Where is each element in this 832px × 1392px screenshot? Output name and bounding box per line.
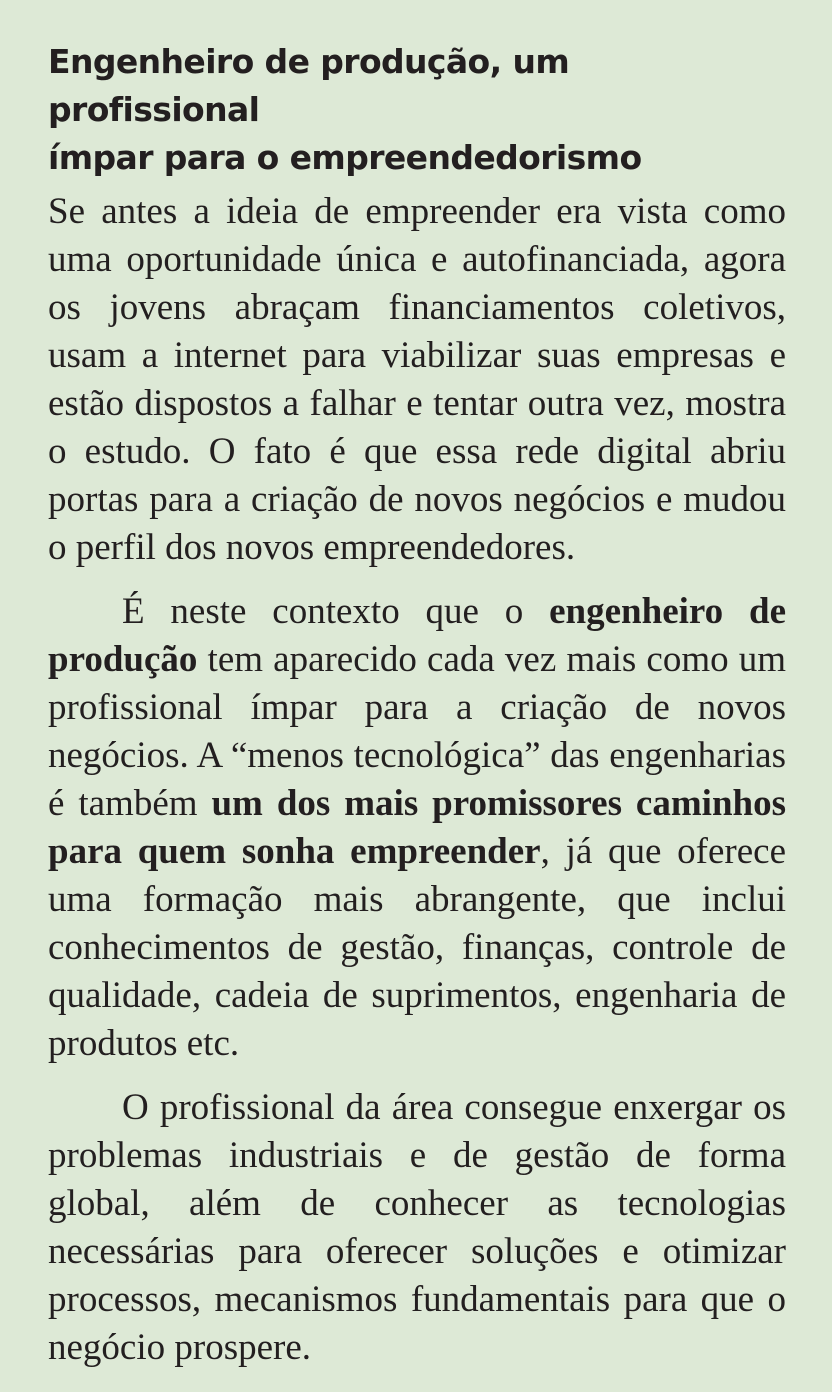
paragraph-2-bold-2: um dos mais promissores caminhos para quem sonha empreender	[48, 783, 786, 872]
paragraph-1: Se antes a ideia de empreender era vista como uma oportunidade única e autofinanciada, agora os jovens abraçam financiamentos coletivos, usam a internet para viabilizar suas empresas e estão dispostos a falhar e tentar outra vez, mostra o estudo. O fato é que essa rede digital abriu portas para a criação de novos negócios e mudou o perfil dos novos empreendedores.	[48, 191, 786, 568]
paragraph-3: O profissional da área consegue enxergar os problemas industriais e de gestão de forma global, além de conhecer as tecnologias necessárias para oferecer soluções e otimizar processos, mecanismos fundamentais para que o negócio prospere.	[48, 1087, 786, 1368]
article	[48, 38, 786, 1372]
paragraph-2-text-2: tem aparecido cada vez mais como um profissional ímpar para a criação de novos negócios. A “menos tecnológica” das engenharias é também	[48, 639, 786, 824]
paragraph-2	[48, 588, 786, 1068]
article-title-line-1: Engenheiro de produção, um profissional	[48, 42, 570, 129]
paragraph-2-bold-1: engenheiro de produção	[48, 591, 786, 680]
article-title-line-2: ímpar para o empreendedorismo	[48, 138, 642, 177]
paragraph-2-text-1: É neste contexto que o	[122, 591, 550, 632]
paragraph-2-text-3: , já que oferece uma formação mais abrangente, que inclui conhecimentos de gestão, finanças, controle de qualidade, cadeia de suprimentos, engenharia de produtos etc.	[48, 831, 786, 1064]
article-title	[48, 38, 786, 182]
